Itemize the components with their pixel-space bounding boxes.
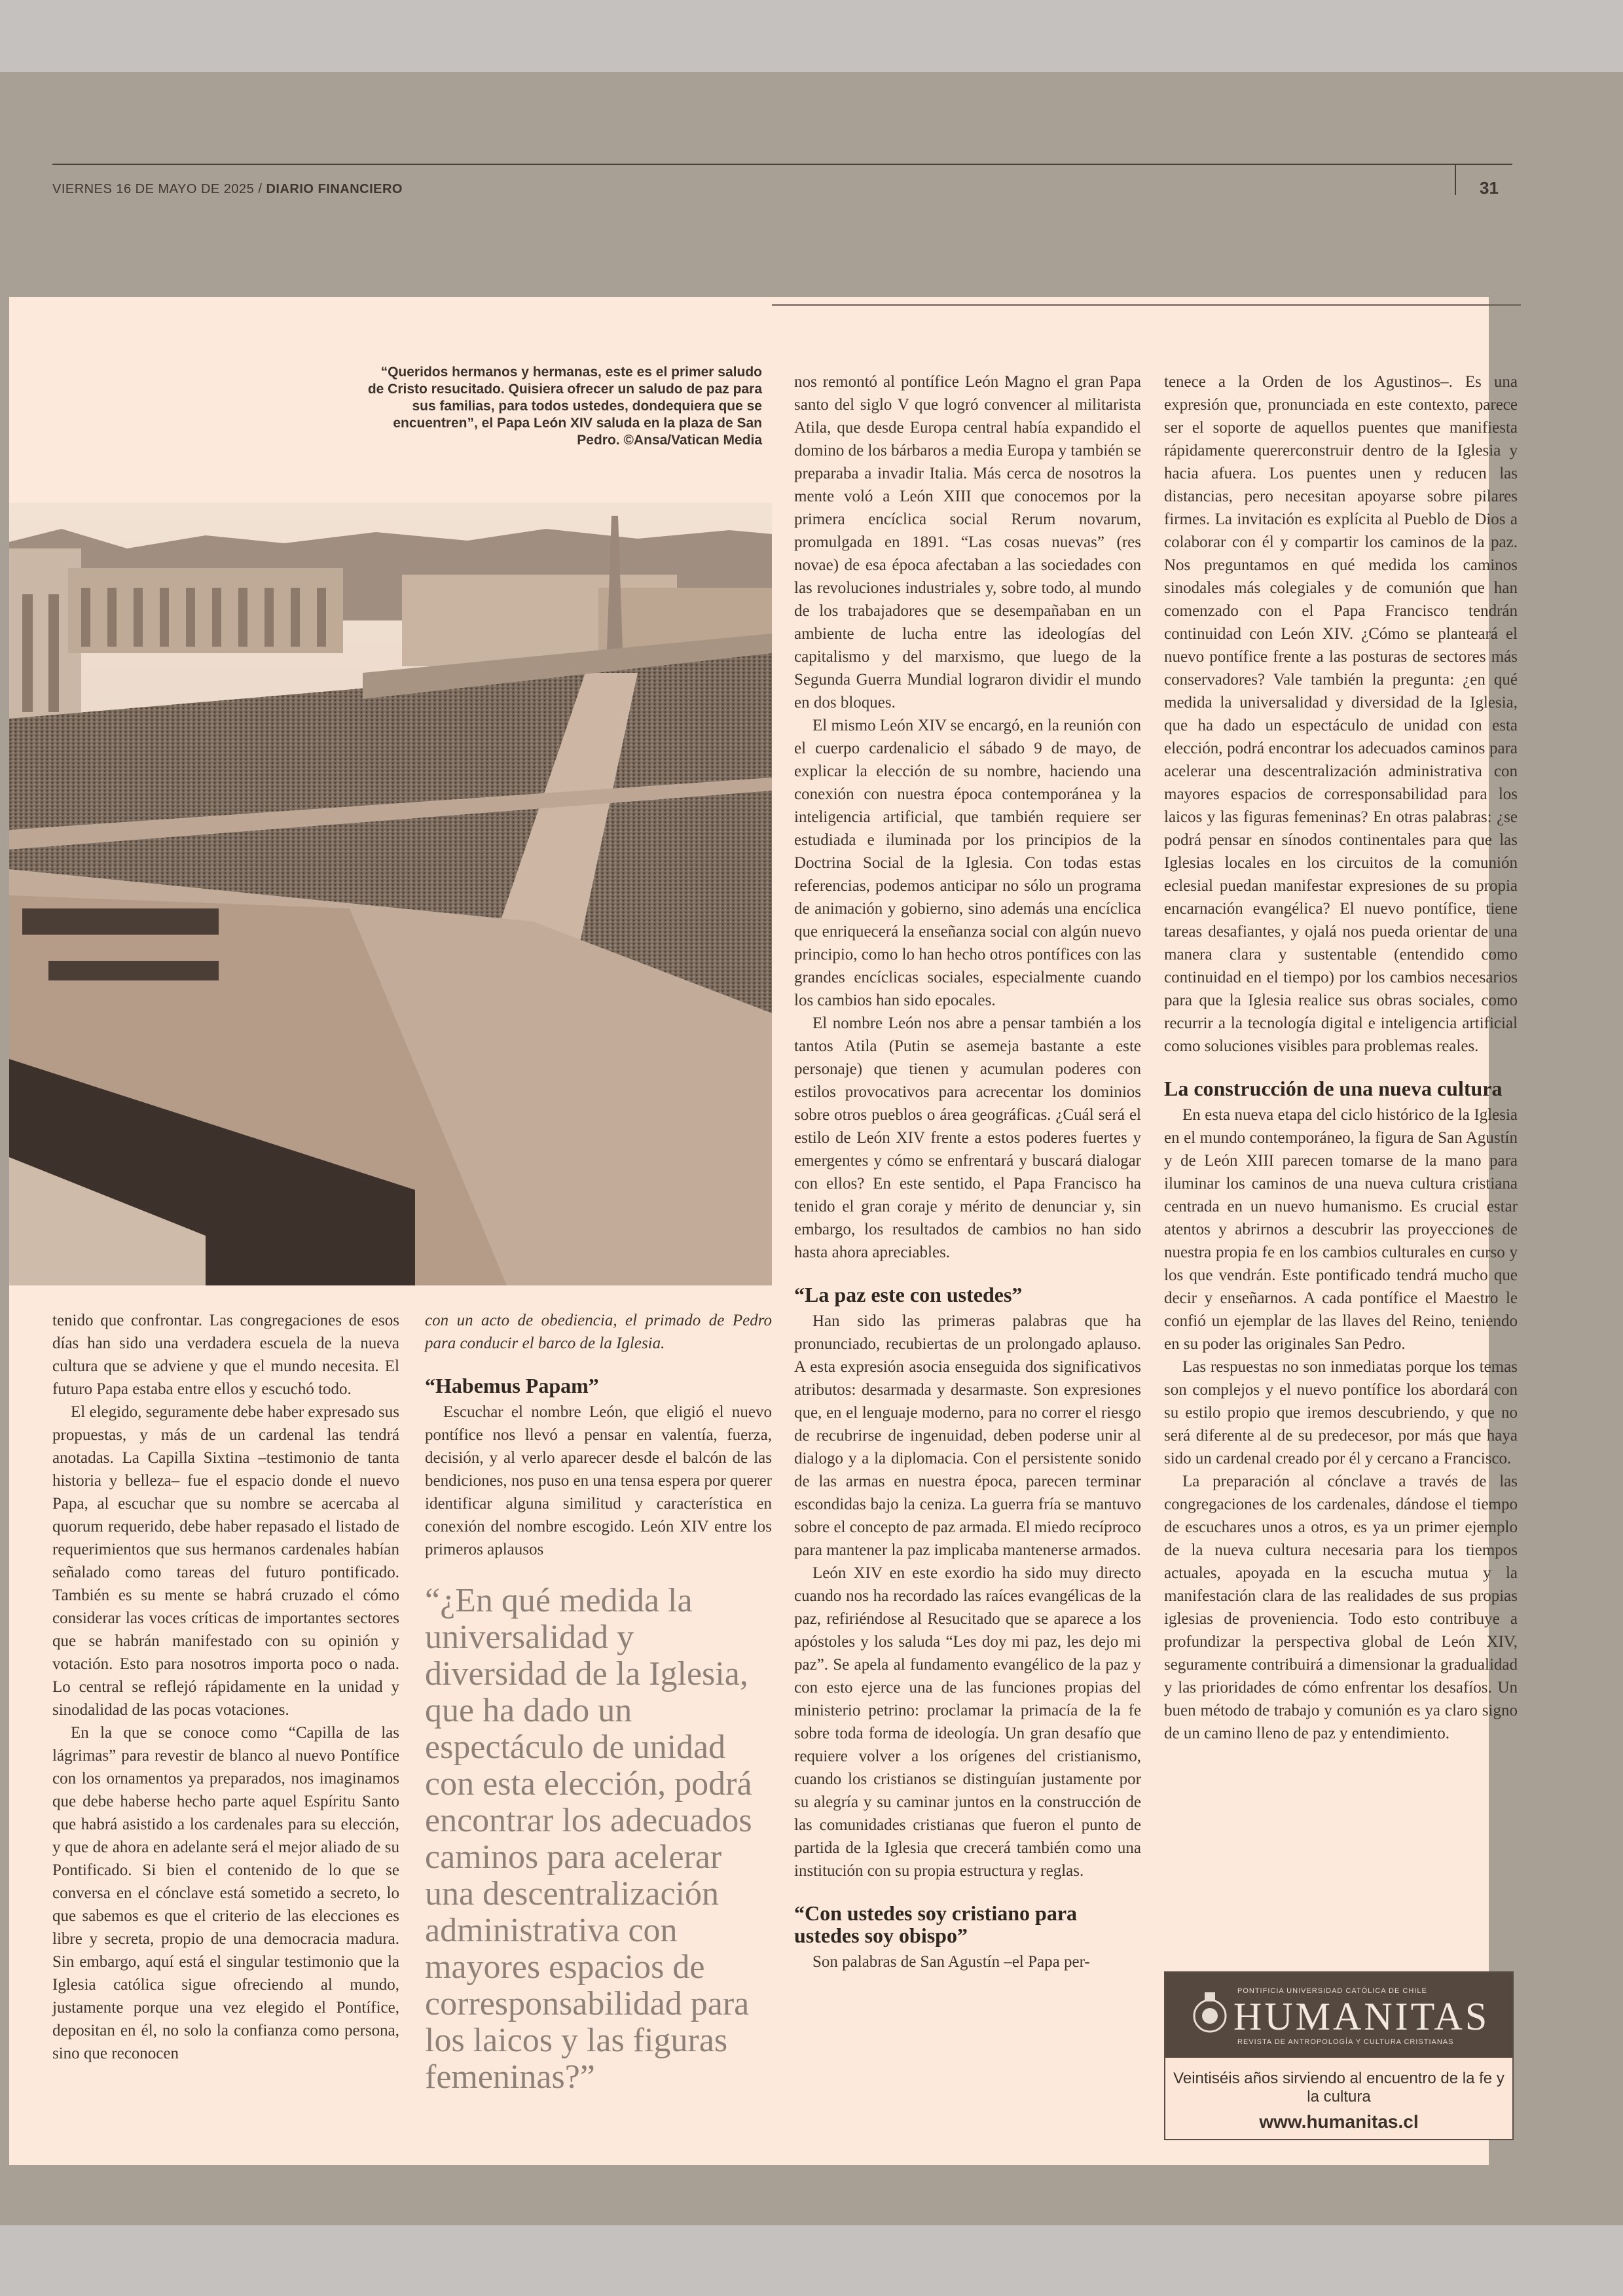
header-publication: DIARIO FINANCIERO	[266, 182, 403, 196]
ad-url-link[interactable]: www.humanitas.cl	[1259, 2111, 1419, 2132]
col3-paragraph-3: El nombre León nos abre a pensar también a los tantos Atila (Putin se asemeja bastante a este personaje) que tienen y acumulan poderes con estilos provocativos para acrecentar los dominios sobre otros pueblos o área geográficas. ¿Cuál será el estilo de León XIV frente a estos poderes fuertes y emergentes y cómo se enfrentará y buscará dialogar con ellos? En este sentido, el Papa Francisco ha tenido el gran coraje y mérito de denunciar y, sin embargo, los resultados de cambios no han sido hasta ahora apreciables.	[794, 1014, 1141, 1261]
ad-brand-name: HUMANITAS	[1233, 1995, 1490, 2038]
humanitas-ad[interactable]	[1164, 1971, 1514, 2140]
col3-paragraph-6: Son palabras de San Agustín –el Papa per-	[812, 1953, 1090, 1971]
col2-paragraph-2: Escuchar el nombre León, que eligió el nuevo pontífice nos llevó a pensar en valentía, fuerza, decisión, y al verlo aparecer desde el balcón de las bendiciones, nos puso en una tensa espera por querer identificar alguna similitud y característica en conexión del nombre escogido. León XIV entre los primeros aplausos	[425, 1403, 772, 1558]
page-number: 31	[1480, 178, 1499, 198]
col2-paragraph-1: con un acto de obediencia, el primado de Pedro para conducir el barco de la Iglesia.	[425, 1312, 772, 1352]
top-gray-band	[0, 0, 1623, 72]
subhead-nueva-cultura: La construcción de una nueva cultura	[1164, 1077, 1503, 1100]
photo-caption: “Queridos hermanos y hermanas, este es el primer saludo de Cristo resucitado. Quisiera ofrecer un saludo de paz para sus familias, para todos ustedes, dondequiera que se encuentren”, el Papa León XIV saluda en la plaza de San Pedro. ©Ansa/Vatican Media	[367, 365, 762, 448]
col4-paragraph-3: Las respuestas no son inmediatas porque los temas son complejos y el nuevo pontífice los abordará con su estilo propio que iremos descubriendo, y que no será diferente al de su predecesor, por más que haya sido un cardenal creado por él y cercano a Francisco.	[1164, 1358, 1518, 1467]
university-seal-icon	[1192, 1990, 1228, 2036]
subhead-habemus-papam: “Habemus Papam”	[425, 1374, 599, 1397]
bottom-gray-band	[0, 2225, 1623, 2296]
col3-paragraph-2: El mismo León XIV se encargó, en la reunión con el cuerpo cardenalicio el sábado 9 de mayo, de explicar la elección de su nombre, haciendo una conexión con nuestra época contemporánea y la inteligencia artificial, que también requiere ser estudiada e iluminada por los principios de la Doctrina Social de la Iglesia. Con todas estas referencias, podemos anticipar no sólo un programa de animación y gobierno, sino además una encíclica que enriquecerá la enseñanza social con algún nuevo principio, como lo han hecho otros pontífices con las grandes encíclicas sociales, especialmente cuando los cambios han sido epocales.	[794, 717, 1141, 1009]
col1-paragraph-3: En la que se conoce como “Capilla de las lágrimas” para revestir de blanco al nuevo Pontífice con los ornamentos ya preparados, nos imaginamos que debe haberse hecho parte aquel Espíritu Santo que habrá asistido a los cardenales para su elección, y que de ahora en adelante será el mejor aliado de su Pontificado. Si bien el contenido de lo que se conversa en el cónclave está sometido a secreto, lo que sabemos es que el criterio de las elecciones es libre y secreta, propio de una democracia madura. Sin embargo, aquí está el singular testimonio que la Iglesia católica sigue ofreciendo al mundo, justamente porque una vez elegido el Pontífice, depositan en él, no solo la confianza como persona, sino que reconocen	[52, 1724, 399, 2062]
newspaper-page	[9, 297, 1518, 2165]
column-3	[794, 370, 1141, 1973]
col1-paragraph-2: El elegido, seguramente debe haber expresado sus propuestas, y más de un cardenal las tendrá anotadas. La Capilla Sixtina –testimonio de tanta historia y belleza– fue el espacio donde el nuevo Papa, al escuchar que su nombre se acercaba al quorum requerido, debe haber repasado el listado de requerimientos que sus hermanos cardenales habían señalado como tareas del futuro pontificado. También es su mente se habrá cruzado el cómo considerar las voces críticas de importantes sectores que se habrán manifestado con su opinión y votación. Esto para nosotros importa poco o nada. Lo central se reflejó rápidamente en la unidad y sinodalidad de las pocas votaciones.	[52, 1403, 399, 1719]
column-4	[1164, 370, 1518, 1745]
col1-paragraph-1: tenido que confrontar. Las congregaciones de esos días han sido una verdadera escuela de la nueva cultura que se adviene y que el mundo necesita. El futuro Papa estaba entre ellos y escuchó todo.	[52, 1312, 399, 1398]
ad-university: PONTIFICIA UNIVERSIDAD CATÓLICA DE CHILE	[1237, 1987, 1427, 1995]
pull-quote: “¿En qué medida la universalidad y diversidad de la Iglesia, que ha dado un espectáculo de unidad con esta elección, podrá encontrar los adecuados caminos para acelerar una descentralización administrativa con mayores espacios de corresponsabilidad para los laicos y las figuras femeninas?”	[425, 1582, 752, 2096]
col4-paragraph-1: tenece a la Orden de los Agustinos–. Es una expresión que, pronunciada en este contexto, parece ser el soporte de aquellos puentes que manifiesta rápidamente quererconstruir dentro de la Iglesia y hacia afuera. Los puentes unen y reducen las distancias, pero necesitan apoyarse sobre pilares firmes. La invitación es explícita al Pueblo de Dios a colaborar con él y compartir los caminos de la paz. Nos preguntamos en qué medida los caminos sinodales más colegiales y de comunión que han comenzado con el Papa Francisco tendrán continuidad con León XIV. ¿Cómo se planteará el nuevo pontífice frente a las posturas de sectores más conservadores? Vale también la pregunta: ¿en qué medida la universalidad y diversidad de la Iglesia, que ha dado un espectáculo de unidad con esta elección, podrá encontrar los adecuados caminos para acelerar una descentralización administrativa con mayores espacios de corresponsabilidad para los laicos y las figuras femeninas? En otras palabras: ¿se podrá pensar en sínodos continentales para que las Iglesias locales en los circuitos de la comunión eclesial puedan manifestar expresiones de su propia encarnación evangélica? El nuevo pontífice, tiene tareas desafiantes, y ojalá nos pueda orientar de una manera clara y sustentable (entendido como continuidad en el tiempo) por los cambios necesarios para que la Iglesia realice sus obras sociales, como recurrir a la tecnología digital e inteligencia artificial como soluciones visibles para problemas reales.	[1164, 373, 1518, 1055]
st-peters-square-photo	[9, 503, 772, 1285]
header-rule	[52, 164, 1512, 165]
subhead-la-paz: “La paz este con ustedes”	[794, 1283, 1023, 1306]
top-column-rule	[772, 304, 1521, 306]
ad-banner	[1165, 1973, 1512, 2058]
header-date: VIERNES 16 DE MAYO DE 2025	[52, 182, 255, 196]
col3-paragraph-4: Han sido las primeras palabras que ha pronunciado, recubiertas de un prolongado aplauso. A esta expresión asocia enseguida dos significativos atributos: desarmada y desarmaste. Son expresiones que, en el lenguaje moderno, para no correr el riesgo de recubrirse de ingenuidad, deben poderse unir al dialogo y a la diplomacia. Con el persistente sonido de las armas en nuestra época, parecen terminar escondidas bajo la ceniza. La guerra fría se mantuvo sobre el concepto de paz armada. El miedo recíproco para mantener la paz implicaba mantenerse armados.	[794, 1312, 1141, 1559]
ad-tagline: Veintiséis años sirviendo al encuentro de la fe y la cultura	[1173, 2070, 1504, 2106]
col4-paragraph-4: La preparación al cónclave a través de las congregaciones de los cardenales, dándose el tiempo de escuchares unos a otros, es ya un primer ejemplo de la nueva cultura necesaria para los tiempos actuales, apoyada en la escucha mutua y la manifestación clara de las realidades de sus propias iglesias de proveniencia. Todo esto contribuye a profundizar la perspectiva global de León XIV, seguramente contribuirá a dimensionar la gradualidad y las prioridades de cómo enfrentar los desafíos. Un buen método de trabajo y comunión es ya claro signo de un camino lleno de paz y entendimiento.	[1164, 1473, 1518, 1742]
subhead-con-ustedes: “Con ustedes soy cristiano para ustedes soy obispo”	[794, 1901, 1078, 1947]
col4-paragraph-2: En esta nueva etapa del ciclo histórico de la Iglesia en el mundo contemporáneo, la figura de San Agustín y de León XIII parecen tomarse de la mano para iluminar los caminos de una nueva cultura cristiana centrada en un nuevo humanismo. Es crucial estar atentos y abrirnos a descubrir las proyecciones de nuestra propia fe en los cambios culturales en curso y los que vendrán. Este pontificado tendrá mucho que decir y enseñarnos. A cada pontífice el Maestro le confió un ejemplar de las llaves del Reino, teniendo en su poder las originales San Pedro.	[1164, 1106, 1518, 1353]
column-1	[52, 1309, 399, 2065]
header-divider	[1455, 165, 1456, 195]
col3-paragraph-1: nos remontó al pontífice León Magno el gran Papa santo del siglo V que logró convencer al militarista Atila, que desde Europa central había expandido el domino de los bárbaros a media Europa y también se preparaba a invadir Italia. Más cerca de nosotros la mente voló a León XIII que conocemos por la primera encíclica social Rerum novarum, promulgada en 1891. “Las cosas nuevas” (res novae) de esa época afectaban a las sociedades con las revoluciones industriales y, sobre todo, al mundo de los trabajadores que se desempañaban en un ambiente de lucha entre las ideologías del capitalismo y del marxismo, que luego de la Segunda Guerra Mundial lograron dividir el mundo en dos bloques.	[794, 373, 1141, 711]
col3-paragraph-5: León XIV en este exordio ha sido muy directo cuando nos ha recordado las raíces evangélicas de la paz, refiriéndose al Resucitado que se aparece a los apóstoles y los saluda “Les doy mi paz, les dejo mi paz”. Se apela al fundamento evangélico de la paz y con esto ejerce una de las funciones propias del ministerio petrino: proclamar la primacía de la fe sobre toda forma de ideología. Un gran desafío que requiere volver a los orígenes del cristianismo, cuando los cristianos se distinguían justamente por su alegría y su caminar juntos en la construcción de las comunidades cristianas que fueron el punto de partida de la Iglesia que crecerá también como una institución con su propia estructura y reglas.	[794, 1564, 1141, 1880]
header-dateline: VIERNES 16 DE MAYO DE 2025 / DIARIO FINANCIERO	[52, 182, 403, 196]
column-2	[425, 1309, 772, 1561]
ad-subtitle: REVISTA DE ANTROPOLOGÍA Y CULTURA CRISTIANAS	[1237, 2038, 1454, 2046]
